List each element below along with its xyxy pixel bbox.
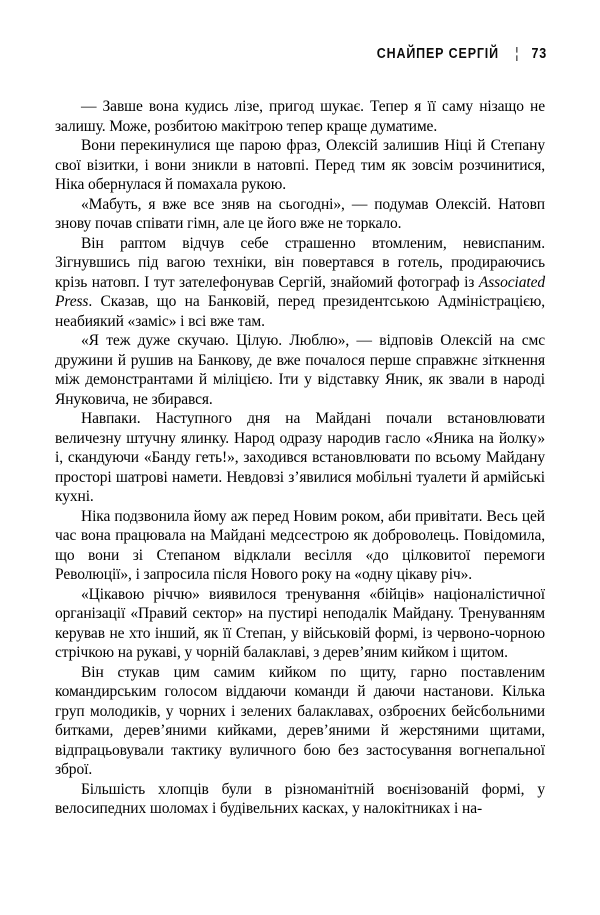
paragraph: «Я теж дуже скучаю. Цілую. Люблю», — відповів Олексій на смс дружини й рушив на Банкову, де вже почалося перше справжнє зіткнення між демонстрантами й міліцією. Іти у відставку Яник, як звали в народі Януковича, не збирався. [55, 332, 545, 408]
paragraph-cutoff: Більшість хлопців були в різноманітній воєнізованій формі, у велосипедних шоломах і будівельних касках, у налокітниках і на- [55, 780, 545, 817]
paragraph: Ніка подзвонила йому аж перед Новим роком, аби привітати. Весь цей час вона працювала на Майдані медсестрою як доброволець. Повідомила, що вони зі Степаном відклали весілля «до цілковитої перемоги Революції», і запросила після Нового року на «одну цікаву річ». [55, 507, 545, 583]
running-header-text [377, 46, 547, 62]
paragraph: «Цікавою річчю» виявилося тренування «бійців» націоналістичної організації «Правий сектор» на пустирі неподалік Майдану. Тренуванням керував не хто інший, як її Степан, у військовій формі, із червоно-чорною стрічкою на рукаві, у чорній балаклаві, з дерев’яним кийком і щитом. [55, 585, 545, 661]
paragraph: Вони перекинулися ще парою фраз, Олексій залишив Ніці й Степану свої візитки, і вони зникли в натовпі. Перед тим як зовсім розчинитися, Ніка обернулася й помахала рукою. [55, 137, 545, 193]
paragraph: Він стукав цим самим кийком по щиту, гарно поставленим командирським голосом віддаючи команди й даючи настанови. Кілька груп молодиків, у чорних і зелених балаклавах, озброєних бейсбольними битками, дерев’яними кийками, дерев’яними й жерстяними щитами, відпрацьовували тактику вуличного бою без застосування вогнепальної зброї. [55, 663, 545, 778]
page-body [55, 97, 545, 819]
running-title: СНАЙПЕР СЕРГІЙ [376, 46, 499, 62]
paragraph: «Мабуть, я вже все зняв на сьогодні», — подумав Олексій. Натовп знову почав співати гімн, але це його вже не торкало. [55, 195, 545, 232]
paragraph-with-italic [55, 234, 545, 332]
page-header [55, 46, 547, 62]
page-number: 73 [531, 46, 547, 62]
paragraph-segment-after: . Сказав, що на Банковій, перед президентською Адміністрацією, неабиякий «заміс» і всі вже там. [55, 293, 545, 330]
header-separator: ¦ [515, 46, 519, 62]
paragraph: Навпаки. Наступного дня на Майдані почали встановлювати величезну штучну ялинку. Народ одразу народив гасло «Яника на йолку» і, скандуючи «Банду геть!», заходився встановлювати по всьому Майдану просторі шатрові намети. Невдовзі з’явилися мобільні туалети й армійські кухні. [55, 410, 545, 505]
publication-name-italic: Associated Press [55, 273, 545, 310]
paragraph-dialogue: — Завше вона кудись лізе, пригод шукає. Тепер я її саму нізащо не залишу. Може, розбитою макітрою тепер краще думатиме. [55, 98, 545, 135]
paragraph-segment-before: Він раптом відчув себе страшенно втомленим, невиспаним. Зігнувшись під вагою техніки, він повертався в готель, продираючись крізь натовп. І тут зателефонував Сергій, знайомий фотограф із [55, 234, 545, 291]
